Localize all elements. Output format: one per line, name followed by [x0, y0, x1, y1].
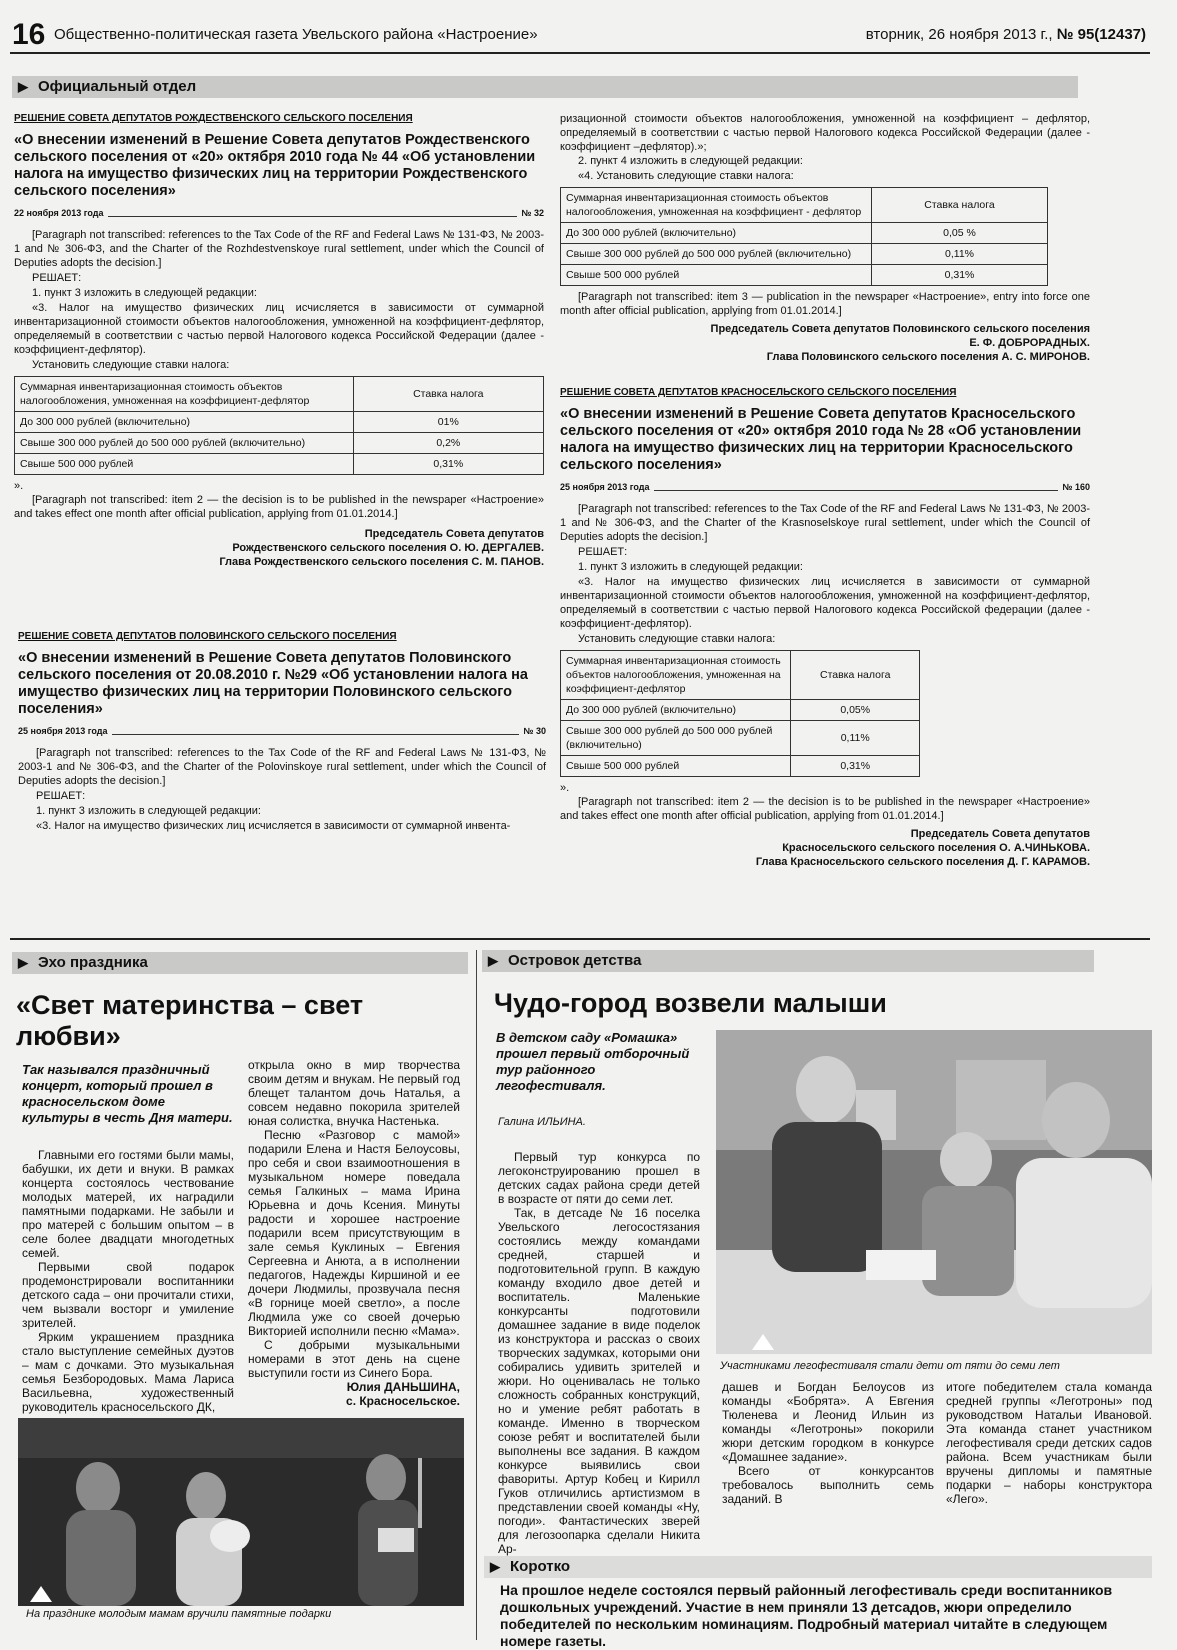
doc2-continued	[560, 112, 1090, 364]
arrow-right-icon: ▶	[18, 79, 28, 94]
doc1-dateline	[14, 206, 544, 220]
table-header-cell: Ставка налога	[353, 377, 543, 412]
doc2-final: [Paragraph not transcribed: item 3 — publication in the newspaper «Настроение», entry into force one month after official publication, applying from 01.01.2014.]	[560, 291, 1090, 317]
page-number: 16	[12, 18, 46, 51]
doc2-continuation: ризационной стоимости объектов налогообложения, умноженной на коэффициент – дефлятор, определяемый в соответствии с частью первой Налогового кодекса Российской Федерации (далее - коэффициент –дефлятор).»;	[560, 113, 1090, 153]
divider	[10, 938, 1150, 940]
holiday-col2	[248, 1058, 460, 1408]
doc3-dateline	[560, 480, 1090, 494]
doc2-signatures	[560, 322, 1090, 364]
doc2-kicker: РЕШЕНИЕ СОВЕТА ДЕПУТАТОВ ПОЛОВИНСКОГО СЕЛЬСКОГО ПОСЕЛЕНИЯ	[18, 631, 397, 642]
table-header-row	[15, 377, 544, 412]
doc3-number: № 160	[1062, 482, 1090, 492]
doc2-number: № 30	[523, 726, 546, 736]
paper-name: Общественно-политическая газета Увельского района «Настроение»	[54, 26, 538, 43]
doc1-final: [Paragraph not transcribed: item 2 — the decision is to be published in the newspaper «Настроение» and takes effect one month after official publication, applying from 01.01.2014.]	[14, 494, 544, 520]
section-brief-label: Коротко	[510, 1558, 571, 1575]
triangle-up-icon	[30, 1586, 52, 1602]
section-brief	[484, 1556, 1152, 1578]
children-photo	[716, 1030, 1152, 1354]
doc3-rates-intro: Установить следующие ставки налога:	[578, 633, 776, 645]
table-cell: До 300 000 рублей (включительно)	[15, 412, 354, 433]
section-children	[482, 950, 1094, 972]
doc2-sign-line: Председатель Совета депутатов Половинского сельского поселения	[710, 323, 1090, 335]
table-cell: Свыше 500 000 рублей	[561, 756, 791, 777]
doc1-item1: 1. пункт 3 изложить в следующей редакции:	[32, 287, 257, 299]
arrow-right-icon: ▶	[490, 1559, 500, 1574]
table-row	[15, 412, 544, 433]
doc1-tail-mark: ».	[14, 480, 24, 492]
doc2-item2-quote: «4. Установить следующие ставки налога:	[578, 170, 794, 182]
holiday-para: С добрыми музыкальными номерами в этот день на сцене выступили гости из Синего Бора.	[248, 1338, 460, 1380]
table-row	[561, 265, 1048, 286]
table-cell: Свыше 500 000 рублей	[15, 454, 354, 475]
children-col2	[722, 1380, 934, 1506]
table-row	[561, 700, 920, 721]
holiday-para: открыла окно в мир творчества своим детям и внукам. Не первый год блещет талантом дочь Наталья, а совсем недавно покорила зрителей юная солистка, внучка Настенька.	[248, 1058, 460, 1128]
issue-date-block	[866, 26, 1146, 43]
doc1-sign-line: Рождественского сельского поселения О. Ю. ДЕРГАЛЕВ.	[232, 542, 544, 554]
doc3-rate-table	[560, 650, 920, 777]
doc2-paragraph: [Paragraph not transcribed: references to the Tax Code of the RF and Federal Laws № 131-ФЗ, № 2003-1 and № 306-ФЗ, and the Charter of the Polovinskoye rural settlement, under which the Council of Deputies adopts the decision.]	[18, 747, 546, 787]
doc2-resolve: РЕШАЕТ:	[36, 790, 86, 802]
holiday-author: Юлия ДАНЬШИНА,	[346, 1380, 460, 1394]
section-official	[12, 76, 1078, 98]
holiday-para: Песню «Разговор с мамой» подарили Елена и Настя Белоусовы, про себя и свои взаимоотношения в музыкальном номере поведала семья Галкиных – мама Ирина Юрьевна и дочь Ксения. Минуты радости и хорошее настроение подарили всем присутствующим в зале семья Куклиных – Евгения Сергеевна и Анюта, а в исполнении педагогов, Надежды Киршиной и ее дочери Людмилы, прозвучала песня «В горнице моей светло», а после Людмила уже со своей дочерью Викторией исполнили песню «Мама».	[248, 1128, 460, 1338]
doc3-kicker: РЕШЕНИЕ СОВЕТА ДЕПУТАТОВ КРАСНОСЕЛЬСКОГО СЕЛЬСКОГО ПОСЕЛЕНИЯ	[560, 387, 957, 398]
table-cell: Свыше 300 000 рублей до 500 000 рублей (включительно)	[561, 721, 791, 756]
doc3-resolve: РЕШАЕТ:	[578, 546, 628, 558]
holiday-lead: Так назывался праздничный концерт, который прошел в красносельском доме культуры в честь Дня матери.	[22, 1062, 233, 1125]
children-para: итоге победителем стала команда средней группы «Леготроны» под руководством Натальи Ивановой. Эта команда станет участником легофестиваля среди детских садов района. Всем участникам были вручены дипломы и памятные подарки – наборы конструктора «Лего».	[946, 1380, 1152, 1506]
doc3	[560, 386, 1090, 869]
table-header-cell: Суммарная инвентаризационная стоимость объектов налогообложения, умноженная на коэффициент-дефлятор	[561, 651, 791, 700]
issue-number: № 95(12437)	[1056, 26, 1146, 43]
table-header-cell: Ставка налога	[872, 188, 1047, 223]
holiday-place: с. Красносельское.	[346, 1394, 460, 1408]
doc2-title: «О внесении изменений в Решение Совета депутатов Половинского сельского поселения от 20.08.2010 г. №29 «Об установлении налога на имущество физических лиц на территории Половинского сельского поселения»	[18, 650, 528, 717]
holiday-para: Ярким украшением праздника стало выступление семейных дуэтов – мам с дочками. Это музыкальная семья Безбородовых. Мама Лариса Васильевна, художественный руководитель красносельского ДК,	[22, 1330, 234, 1414]
doc2-sign-line: Глава Половинского сельского поселения А. С. МИРОНОВ.	[766, 351, 1090, 363]
holiday-body	[22, 1148, 234, 1414]
section-holiday-label: Эхо праздника	[38, 954, 148, 971]
doc3-date: 25 ноября 2013 года	[560, 482, 650, 492]
table-row	[561, 756, 920, 777]
doc1-item1-quote: «3. Налог на имущество физических лиц исчисляется в зависимости от суммарной инвентаризационной стоимости объектов налогообложения, умноженной на коэффициент-дефлятор, определяемый в соответствии с частью первой Налогового кодекса Российской Федерации (далее - коэффициент-дефлятор).	[14, 302, 544, 356]
table-cell: До 300 000 рублей (включительно)	[561, 700, 791, 721]
children-para: Так, в детсаде № 16 поселка Увельского легосостязания состоялись между командами средней, старшей и подготовительной групп. В каждую команду входило двое детей и воспитатель. Маленькие конкурсанты подготовили домашнее задание в виде поделок из конструктора и рассказ о своих творческих задумках, которыми они собирались удивить зрителей и жюри. Но оценивалась не только сложность собранных конструкций, но и умение ребят работать в команде. Именно в творческом союзе ребят и воспитателей были выполнены все задания. В каждом конкурсе выявились свои фавориты. Артур Кобец и Кирилл Гуков отличились артистизмом в представлении своей команды «Ну, погоди». Фантастических зверей для легозоопарка сделали Никита Ар-	[498, 1206, 700, 1556]
doc2-rate-table	[560, 187, 1048, 286]
children-para: Всего от конкурсантов требовалось выполнить семь заданий. В	[722, 1464, 934, 1506]
children-para: Первый тур конкурса по легоконструированию прошел в детских садах района среди детей в возрасте от пяти до семи лет.	[498, 1150, 700, 1206]
table-header-cell: Суммарная инвентаризационная стоимость объектов налогообложения, умноженная на коэффициент-дефлятор	[15, 377, 354, 412]
arrow-right-icon: ▶	[488, 953, 498, 968]
table-cell: До 300 000 рублей (включительно)	[561, 223, 872, 244]
table-cell: 0,05 %	[872, 223, 1047, 244]
table-cell: 0,11%	[791, 721, 920, 756]
doc3-item1-quote: «3. Налог на имущество физических лиц исчисляется в зависимости от суммарной инвентаризационной стоимости объектов налогообложения, умноженной на коэффициент-дефлятор, определяемый в соответствии с частью первой Налогового кодекса Российской федерации (далее - коэффициент-дефлятор).	[560, 576, 1090, 630]
table-cell: Свыше 300 000 рублей до 500 000 рублей (включительно)	[561, 244, 872, 265]
doc2	[18, 630, 546, 834]
triangle-up-icon	[752, 1334, 774, 1350]
table-header-row	[561, 651, 920, 700]
holiday-para: Главными его гостями были мамы, бабушки, их дети и внуки. В рамках концерта состоялось чествование молодых матерей, их наградили памятными подарками. Не забыли и про матерей с большим опытом – в селе более двадцати многодетных семей.	[22, 1148, 234, 1260]
children-lead: В детском саду «Ромашка» прошел первый отборочный тур районного легофестиваля.	[496, 1030, 690, 1093]
children-title: Чудо-город возвели малыши	[494, 988, 887, 1018]
table-cell: Свыше 300 000 рублей до 500 000 рублей (включительно)	[15, 433, 354, 454]
table-cell: 0,05%	[791, 700, 920, 721]
holiday-photo	[18, 1418, 464, 1606]
table-cell: 0,11%	[872, 244, 1047, 265]
divider	[108, 210, 518, 217]
doc3-tail-mark: ».	[560, 782, 570, 794]
doc3-sign-line: Председатель Совета депутатов	[910, 828, 1090, 840]
arrow-right-icon: ▶	[18, 955, 28, 970]
table-cell: 01%	[353, 412, 543, 433]
doc1-kicker: РЕШЕНИЕ СОВЕТА ДЕПУТАТОВ РОЖДЕСТВЕНСКОГО СЕЛЬСКОГО ПОСЕЛЕНИЯ	[14, 113, 413, 124]
doc1-title: «О внесении изменений в Решение Совета депутатов Рождественского сельского поселения от «20» октября 2010 года № 44 «Об установлении налога на имущество физических лиц на территории Рождественского сельского поселения»	[14, 132, 536, 199]
holiday-caption: На празднике молодым мамам вручили памятные подарки	[26, 1608, 332, 1620]
doc3-title: «О внесении изменений в Решение Совета депутатов Красносельского сельского поселения от «20» октября 2010 года № 28 «Об установлении налога на имущество физических лиц на территории Красносельского сельского поселения»	[560, 406, 1082, 473]
holiday-title: «Свет материнства – свет любви»	[16, 990, 364, 1051]
doc1-paragraph: [Paragraph not transcribed: references to the Tax Code of the RF and Federal Laws № 131-ФЗ, № 2003-1 and № 306-ФЗ, and the Charter of the Rozhdestvenskoye rural settlement, under which the Council of Deputies adopts the decision.]	[14, 229, 544, 269]
doc1-resolve: РЕШАЕТ:	[32, 272, 82, 284]
children-col1	[498, 1150, 700, 1556]
table-row	[15, 433, 544, 454]
holiday-col1	[22, 1062, 234, 1414]
doc3-signatures	[560, 827, 1090, 869]
children-caption: Участниками легофестиваля стали дети от пяти до семи лет	[720, 1360, 1060, 1372]
doc2-date: 25 ноября 2013 года	[18, 726, 108, 736]
table-row	[561, 223, 1048, 244]
section-holiday	[12, 952, 468, 974]
page-header	[10, 16, 1150, 54]
table-header-row	[561, 188, 1048, 223]
doc2-sign-line: Е. Ф. ДОБРОРАДНЫХ.	[969, 337, 1090, 349]
table-cell: Свыше 500 000 рублей	[561, 265, 872, 286]
children-para: дашев и Богдан Белоусов из команды «Бобрята». А Евгения Тюленева и Леонид Ильин из команды «Леготроны» покорили жюри детским городком в конкурсе «Домашнее задание».	[722, 1380, 934, 1464]
table-cell: 0,31%	[872, 265, 1047, 286]
doc1-rates-intro: Установить следующие ставки налога:	[32, 359, 230, 371]
table-header-cell: Суммарная инвентаризационная стоимость объектов налогообложения, умноженная на коэффициент - дефлятор	[561, 188, 872, 223]
doc1-date: 22 ноября 2013 года	[14, 208, 104, 218]
section-children-label: Островок детства	[508, 952, 642, 969]
table-row	[15, 454, 544, 475]
table-header-cell: Ставка налога	[791, 651, 920, 700]
doc1-number: № 32	[521, 208, 544, 218]
issue-date: вторник, 26 ноября 2013 г.,	[865, 26, 1053, 43]
children-col3	[946, 1380, 1152, 1506]
doc1-signatures	[14, 527, 544, 569]
doc2-dateline	[18, 724, 546, 738]
doc3-item1: 1. пункт 3 изложить в следующей редакции:	[578, 561, 803, 573]
doc2-item2: 2. пункт 4 изложить в следующей редакции:	[578, 155, 803, 167]
table-cell: 0,31%	[791, 756, 920, 777]
doc3-paragraph: [Paragraph not transcribed: references to the Tax Code of the RF and Federal Laws № 131-ФЗ, № 2003-1 and № 306-ФЗ, and the Charter of the Krasnoselskoye rural settlement, under which the Council of Deputies adopts the decision.]	[560, 503, 1090, 543]
doc3-final: [Paragraph not transcribed: item 2 — the decision is to be published in the newspaper «Настроение» and takes effect one month after official publication, applying from 01.01.2014.]	[560, 796, 1090, 822]
children-author: Галина ИЛЬИНА.	[498, 1116, 586, 1128]
doc1-rate-table	[14, 376, 544, 475]
table-row	[561, 244, 1048, 265]
divider	[112, 728, 520, 735]
brief-text: На прошлое неделе состоялся первый районный легофестиваль среди воспитанников дошкольных учреждений. Участие в нем приняли 13 детсадов, жюри определило победителей по нескольким номинациям. Подробный материал читайте в следующем номере газеты.	[500, 1582, 1113, 1649]
doc2-item1: 1. пункт 3 изложить в следующей редакции:	[36, 805, 261, 817]
holiday-para: Первыми свой подарок продемонстрировали воспитанники детского сада – они прочитали стихи, чем вызвали восторг и умиление зрителей.	[22, 1260, 234, 1330]
doc1-sign-line: Глава Рождественского сельского поселения С. М. ПАНОВ.	[219, 556, 544, 568]
section-official-label: Официальный отдел	[38, 78, 197, 95]
divider	[654, 484, 1059, 491]
table-cell: 0,31%	[353, 454, 543, 475]
table-row	[561, 721, 920, 756]
doc1	[14, 112, 544, 569]
doc2-item1-quote: «3. Налог на имущество физических лиц исчисляется в зависимости от суммарной инвента-	[36, 820, 511, 832]
doc3-sign-line: Глава Красносельского сельского поселения Д. Г. КАРАМОВ.	[755, 856, 1090, 868]
doc3-sign-line: Красносельского сельского поселения О. А.ЧИНЬКОВА.	[782, 842, 1090, 854]
doc1-sign-line: Председатель Совета депутатов	[364, 528, 544, 540]
table-cell: 0,2%	[353, 433, 543, 454]
divider	[476, 950, 477, 1640]
